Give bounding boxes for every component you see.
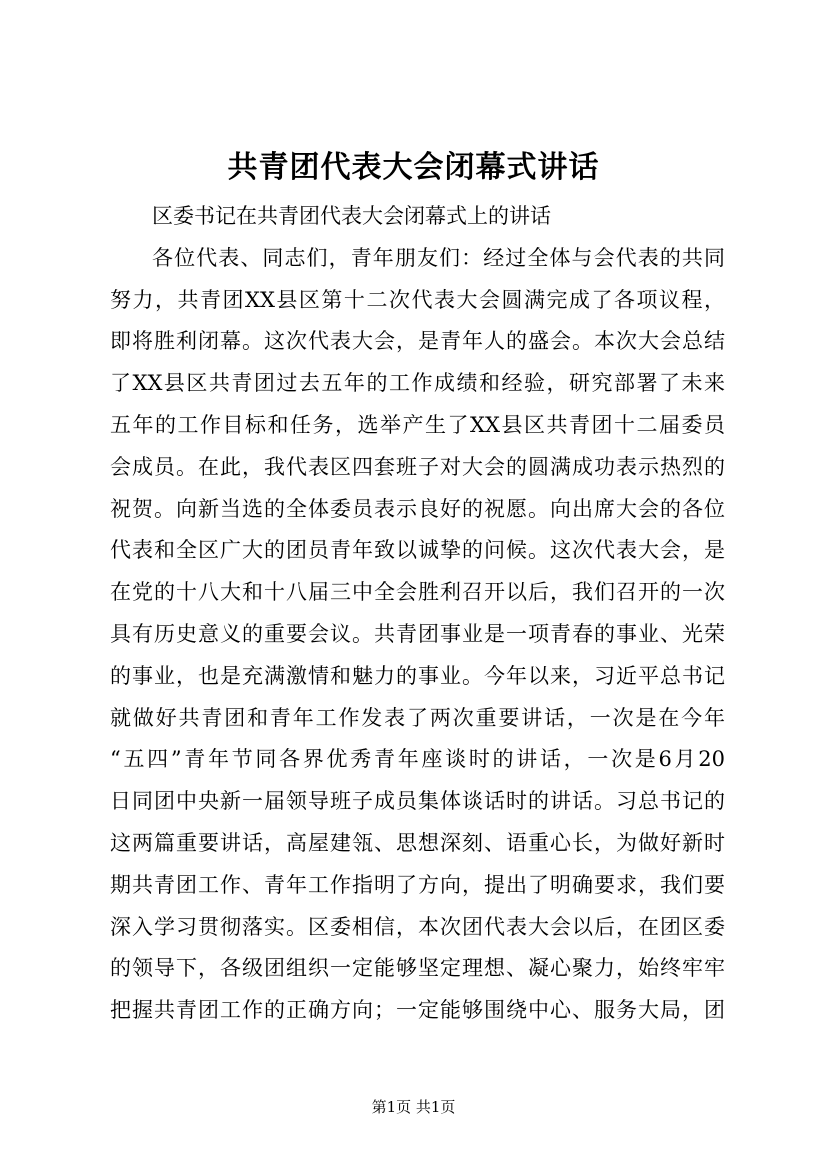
body-line: 的领导下，各级团组织一定能够坚定理想、凝心聚力，始终牢牢 bbox=[110, 956, 725, 981]
document-subtitle: 区委书记在共青团代表大会闭幕式上的讲话 bbox=[152, 204, 551, 228]
body-line: 努力，共青团XX县区第十二次代表大会圆满完成了各项议程， bbox=[110, 287, 725, 312]
body-line: “五四”青年节同各界优秀青年座谈时的讲话，一次是6月20 bbox=[110, 747, 725, 772]
body-line: 祝贺。向新当选的全体委员表示良好的祝愿。向出席大会的各位 bbox=[110, 496, 725, 521]
document-title: 共青团代表大会闭幕式讲话 bbox=[227, 150, 600, 185]
body-line: 日同团中央新一届领导班子成员集体谈话时的讲话。习总书记的 bbox=[110, 789, 725, 814]
body-line: 具有历史意义的重要会议。共青团事业是一项青春的事业、光荣 bbox=[110, 621, 725, 646]
body-line: 五年的工作目标和任务，选举产生了XX县区共青团十二届委员 bbox=[110, 412, 725, 437]
body-line: 就做好共青团和青年工作发表了两次重要讲话，一次是在今年 bbox=[110, 705, 725, 730]
body-line: 会成员。在此，我代表区四套班子对大会的圆满成功表示热烈的 bbox=[110, 454, 725, 479]
body-line: 在党的十八大和十八届三中全会胜利召开以后，我们召开的一次 bbox=[110, 580, 725, 605]
document-body bbox=[110, 196, 725, 1032]
body-line: 即将胜利闭幕。这次代表大会，是青年人的盛会。本次大会总结 bbox=[110, 329, 725, 354]
page-footer: 第1页 共1页 bbox=[371, 1098, 456, 1116]
body-line: 代表和全区广大的团员青年致以诚挚的问候。这次代表大会，是 bbox=[110, 538, 725, 563]
body-line: 把握共青团工作的正确方向；一定能够围绕中心、服务大局，团 bbox=[110, 998, 725, 1023]
body-line: 了XX县区共青团过去五年的工作成绩和经验，研究部署了未来 bbox=[110, 371, 725, 396]
body-line: 的事业，也是充满激情和魅力的事业。今年以来，习近平总书记 bbox=[110, 663, 725, 688]
body-line: 深入学习贯彻落实。区委相信，本次团代表大会以后，在团区委 bbox=[110, 914, 725, 939]
body-line: 各位代表、同志们，青年朋友们：经过全体与会代表的共同 bbox=[152, 245, 725, 270]
body-line: 期共青团工作、青年工作指明了方向，提出了明确要求，我们要 bbox=[110, 872, 725, 897]
body-line: 这两篇重要讲话，高屋建瓴、思想深刻、语重心长，为做好新时 bbox=[110, 830, 725, 855]
